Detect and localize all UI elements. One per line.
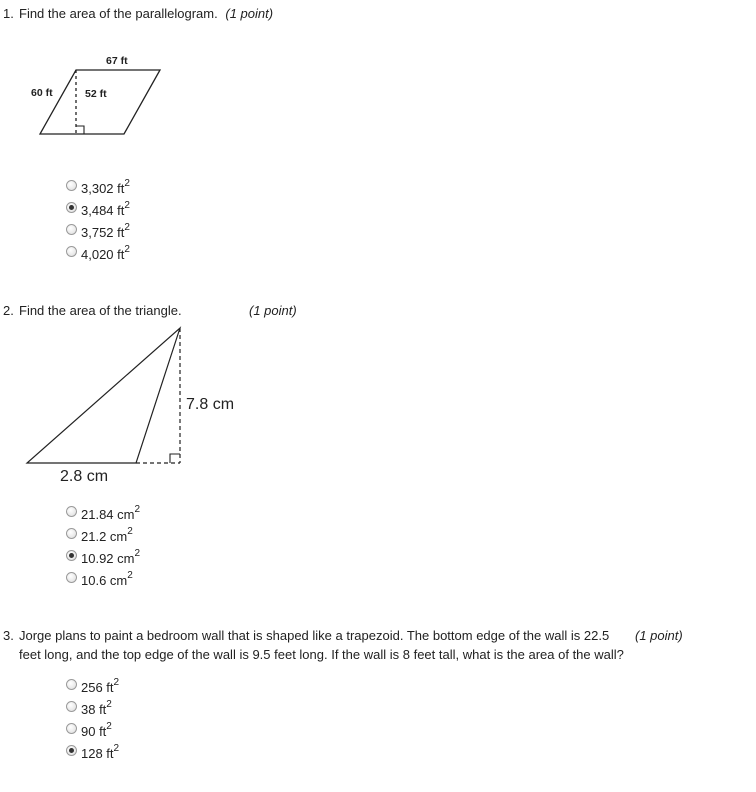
height-label: 7.8 cm [186,396,235,413]
question-3-options [66,673,119,761]
question-points: (1 point) [635,628,683,643]
option-label: 21.2 $cm^2$ [81,526,133,544]
base-label: 2.8 cm [60,468,109,485]
question-3-prompt [3,626,628,664]
option-label: 3,752 $ft^2$ [81,222,130,240]
option-label: 256 $ft^2$ [81,677,120,695]
parallelogram-shape [40,70,160,134]
question-2-options [66,500,140,588]
slant-side-label: 60 ft [31,87,53,99]
triangle-figure [20,320,250,490]
option-label: 10.6 $cm^2$ [81,570,133,588]
triangle-shape [27,328,180,463]
radio-button[interactable] [66,246,77,257]
right-angle-mark [170,454,180,463]
radio-button-selected[interactable] [66,745,77,756]
question-number: 1. [3,6,14,21]
answer-option[interactable] [66,695,119,717]
answer-option[interactable] [66,500,140,522]
height-label: 52 ft [85,88,107,100]
right-angle-mark [76,126,84,134]
answer-option[interactable] [66,522,140,544]
answer-option[interactable] [66,218,130,240]
radio-button-selected[interactable] [66,550,77,561]
question-number: 3. [3,628,14,643]
answer-option[interactable] [66,673,119,695]
question-points: (1 point) [249,303,297,318]
question-text: Jorge plans to paint a bedroom wall that is shaped like a trapezoid. The bottom edge of the wall is 22.5 feet long, and the top edge of the wall is 9.5 feet long. If the wall is 8 feet tall, what is the area of the wall? [19,628,624,662]
top-side-label: 67 ft [106,55,128,67]
radio-button[interactable] [66,701,77,712]
radio-button[interactable] [66,572,77,583]
option-label: 90 $ft^2$ [81,721,112,739]
answer-option[interactable] [66,739,119,761]
option-label: 3,302 $ft^2$ [81,178,130,196]
option-label: 4,020 $ft^2$ [81,244,130,262]
question-number: 2. [3,303,14,318]
answer-option[interactable] [66,544,140,566]
radio-button[interactable] [66,180,77,191]
question-1-options [66,174,130,262]
option-label: 10.92 $cm^2$ [81,548,141,566]
answer-option[interactable] [66,240,130,262]
answer-option[interactable] [66,566,140,588]
question-2-prompt [3,302,182,320]
parallelogram-figure [28,50,168,140]
question-text: Find the area of the triangle. [19,303,182,318]
question-points: (1 point) [225,6,274,21]
radio-button[interactable] [66,723,77,734]
option-label: 21.84 $cm^2$ [81,504,141,522]
radio-button[interactable] [66,528,77,539]
answer-option[interactable] [66,174,130,196]
question-text: Find the area of the parallelogram. [19,6,218,21]
answer-option[interactable] [66,196,130,218]
radio-button[interactable] [66,224,77,235]
radio-button[interactable] [66,506,77,517]
answer-option[interactable] [66,717,119,739]
option-label: 128 $ft^2$ [81,743,120,761]
question-1-prompt [3,5,273,23]
radio-button[interactable] [66,679,77,690]
option-label: 3,484 $ft^2$ [81,200,130,218]
radio-button-selected[interactable] [66,202,77,213]
option-label: 38 $ft^2$ [81,699,112,717]
